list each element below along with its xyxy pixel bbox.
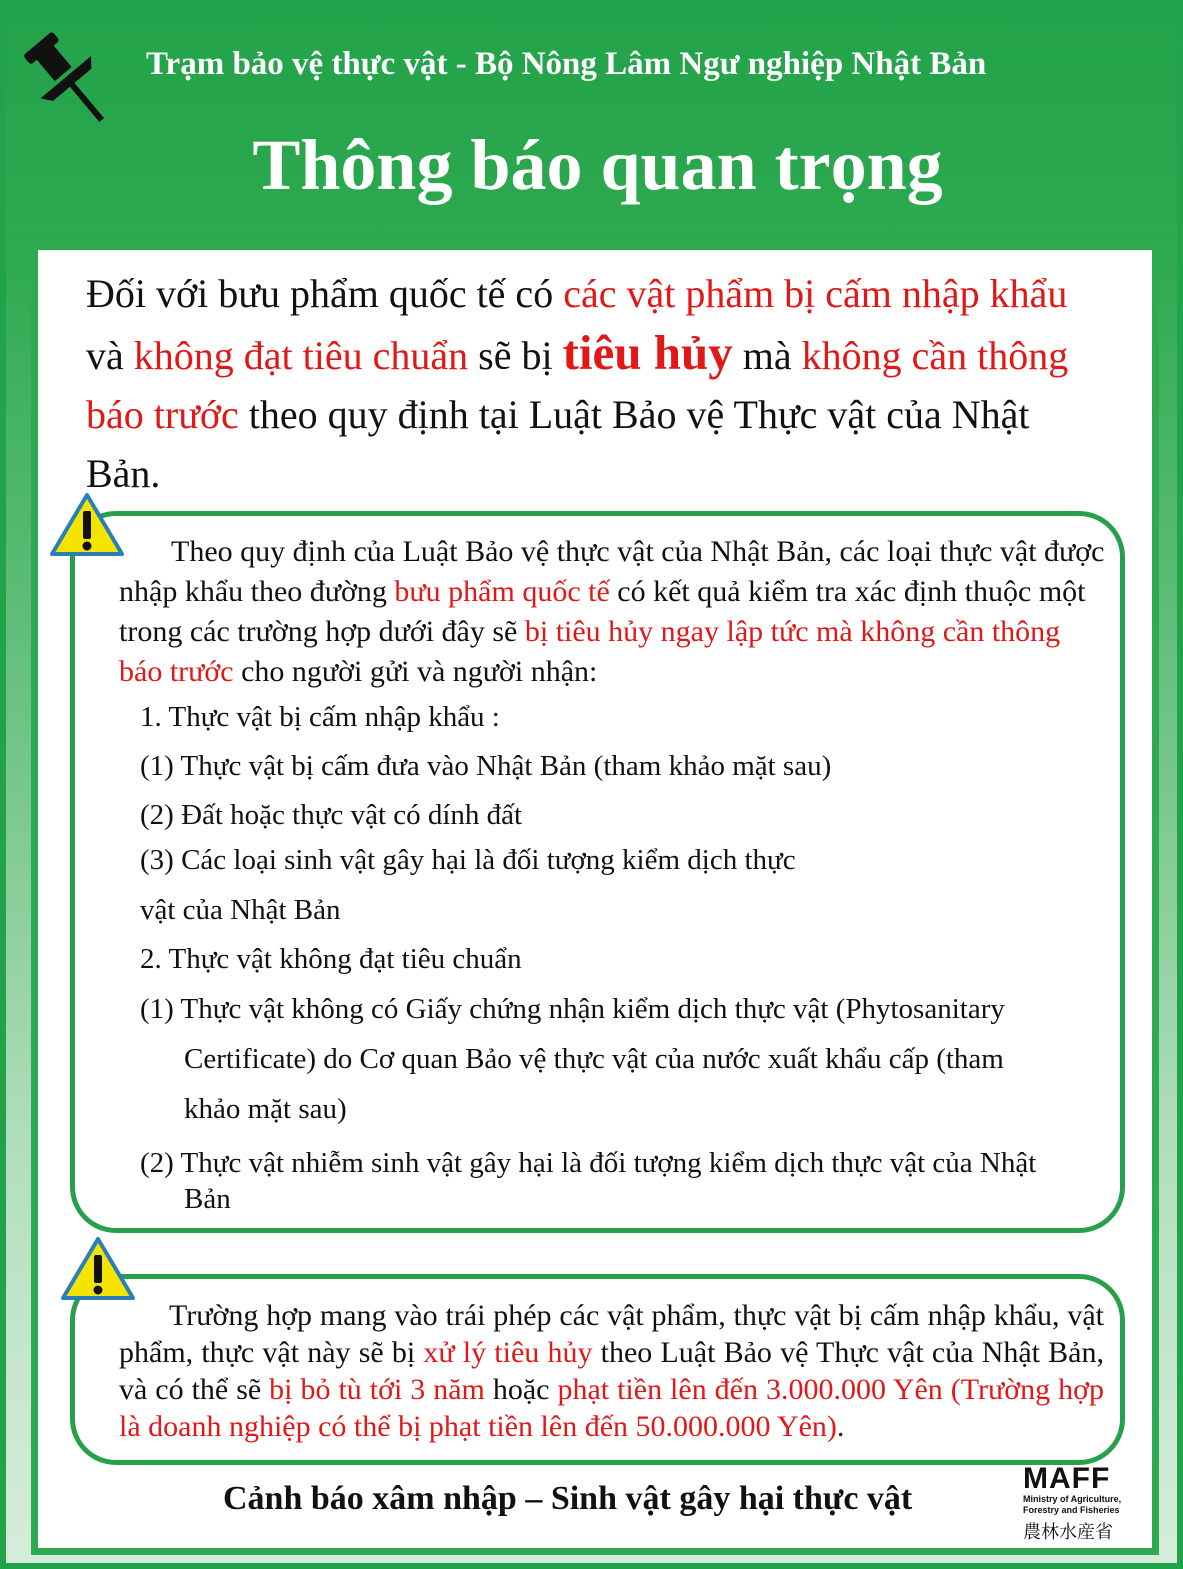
regulation-box — [70, 511, 1125, 1233]
list-item: 2. Thực vật không đạt tiêu chuẩn — [140, 943, 522, 975]
list-item: khảo mặt sau) — [184, 1093, 347, 1125]
intro-text: theo quy định tại Luật Bảo vệ Thực vật của Nhật Bản. — [86, 392, 1030, 496]
maff-logo — [1023, 1464, 1133, 1544]
penalty-highlight-prison: bị bỏ tù tới 3 năm — [269, 1373, 485, 1406]
penalty-highlight-fine: phạt tiền lên đến 3.000.000 Yên (Trường hợp là doanh nghiệp có thể bị phạt tiền lên đến 50.000.000 Yên) — [119, 1373, 1104, 1443]
footer-caption: Cảnh báo xâm nhập – Sinh vật gây hại thực vật — [223, 1480, 913, 1517]
list-item: Certificate) do Cơ quan Bảo vệ thực vật của nước xuất khẩu cấp (tham — [184, 1043, 1004, 1075]
intro-highlight-nonstandard: không đạt tiêu chuẩn — [133, 333, 469, 378]
list-item: 1. Thực vật bị cấm nhập khẩu : — [140, 701, 500, 733]
list-item: (2) Thực vật nhiễm sinh vật gây hại là đối tượng kiểm dịch thực vật của Nhật — [140, 1147, 1037, 1179]
list-item: (1) Thực vật không có Giấy chứng nhận kiểm dịch thực vật (Phytosanitary — [140, 993, 1005, 1025]
list-item: (1) Thực vật bị cấm đưa vào Nhật Bản (tham khảo mặt sau) — [140, 750, 832, 782]
list-item: vật của Nhật Bản — [140, 894, 341, 926]
regulation-text: có kết quả kiểm tra xác định thuộc một trong các trường hợp dưới đây sẽ — [119, 575, 1086, 648]
penalty-box — [70, 1274, 1125, 1465]
intro-paragraph — [86, 264, 1096, 503]
header-subtitle: Trạm bảo vệ thực vật - Bộ Nông Lâm Ngư nghiệp Nhật Bản — [146, 46, 987, 82]
intro-highlight-banned: các vật phẩm bị cấm nhập khẩu — [563, 271, 1068, 316]
maff-logo-line: Forestry and Fisheries — [1023, 1505, 1120, 1515]
penalty-paragraph — [119, 1297, 1104, 1445]
intro-text: sẽ bị — [468, 333, 563, 378]
penalty-highlight-destroy: xử lý tiêu hủy — [423, 1336, 593, 1369]
warning-icon — [60, 1235, 136, 1303]
list-item: Bản — [184, 1183, 231, 1215]
maff-logo-line: Ministry of Agriculture, — [1023, 1494, 1122, 1504]
list-item: (3) Các loại sinh vật gây hại là đối tượng kiểm dịch thực — [140, 844, 796, 876]
intro-highlight-destroy: tiêu hủy — [562, 325, 733, 380]
maff-logo-name: MAFF — [1023, 1462, 1111, 1495]
intro-text: Đối với bưu phẩm quốc tế có — [86, 271, 564, 316]
regulation-text: cho người gửi và người nhận: — [233, 655, 598, 688]
content-panel — [31, 243, 1159, 1555]
penalty-text: theo Luật Bảo vệ Thực vật của Nhật Bản, và có thể sẽ — [119, 1336, 1105, 1406]
warning-icon — [49, 491, 125, 559]
maff-logo-japanese: 農林水産省 — [1023, 1522, 1113, 1543]
intro-text: và — [86, 333, 134, 378]
regulation-text: Theo quy định của Luật Bảo vệ thực vật của Nhật Bản, các loại thực vật được nhập khẩu theo đường — [119, 535, 1105, 608]
penalty-text: hoặc — [484, 1373, 558, 1406]
list-item: (2) Đất hoặc thực vật có dính đất — [140, 799, 523, 831]
regulation-paragraph — [119, 532, 1109, 692]
pushpin-icon — [14, 26, 124, 136]
regulation-highlight-destroy: bị tiêu hủy ngay lập tức mà không cần thông báo trước — [119, 615, 1061, 688]
page-title: Thông báo quan trọng — [252, 125, 943, 205]
penalty-text: . — [836, 1410, 845, 1443]
intro-highlight-no-notice: không cần thông báo trước — [86, 333, 1069, 437]
regulation-highlight-post: bưu phẩm quốc tế — [394, 575, 610, 608]
intro-text: mà — [732, 333, 802, 378]
penalty-text: Trường hợp mang vào trái phép các vật phẩm, thực vật bị cấm nhập khẩu, vật phẩm, thực vật này sẽ bị — [119, 1299, 1104, 1369]
